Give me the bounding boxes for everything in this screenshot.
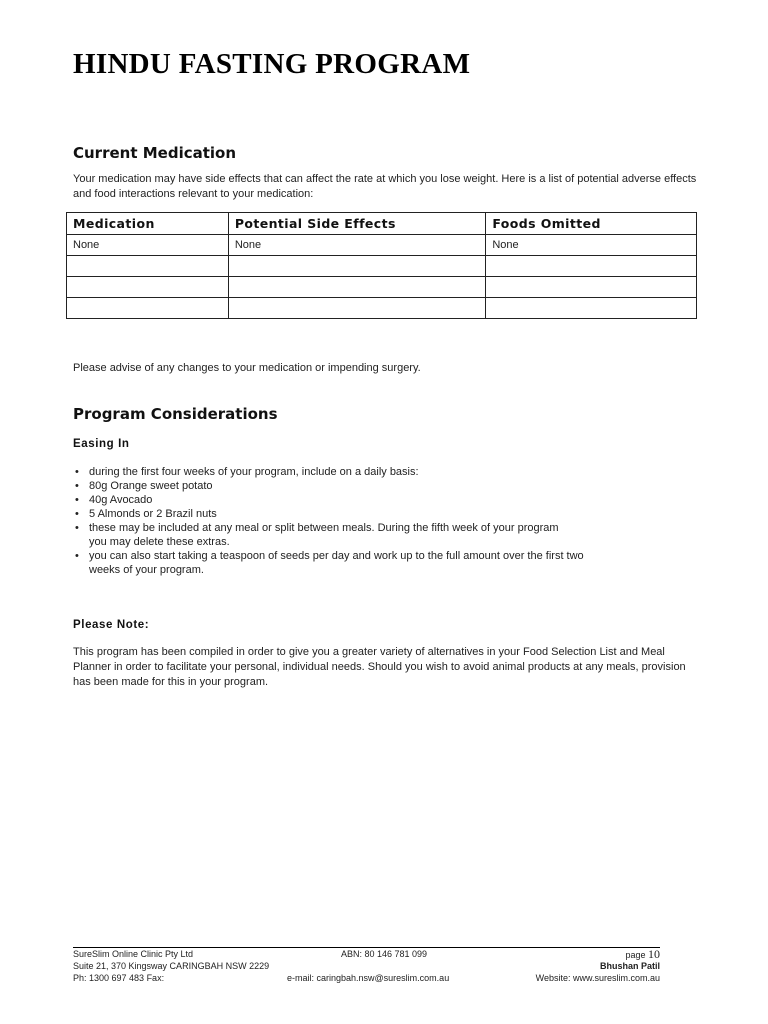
table-cell (67, 256, 229, 277)
col-header-foods-omitted: Foods Omitted (486, 213, 697, 235)
footer-abn: ABN: 80 146 781 099 (341, 949, 428, 959)
page-number: 10 (648, 947, 660, 961)
footer-email: e-mail: caringbah.nsw@sureslim.com.au (287, 973, 450, 983)
list-item: • during the first four weeks of your program, include on a daily basis: (73, 465, 593, 479)
table-cell (228, 277, 486, 298)
table-row (67, 235, 697, 256)
table-cell (228, 298, 486, 319)
footer-consultant: Bhushan Patil (599, 961, 660, 971)
table-cell: None (486, 235, 697, 256)
col-header-side-effects: Potential Side Effects (228, 213, 486, 235)
easing-in-list (73, 465, 593, 577)
current-medication-heading: Current Medication (73, 144, 237, 162)
table-cell (67, 277, 229, 298)
table-cell (228, 256, 486, 277)
footer-website: Website: www.sureslim.com.au (535, 973, 660, 983)
footer-address: Suite 21, 370 Kingsway CARINGBAH NSW 2229 (73, 961, 270, 971)
table-cell (67, 298, 229, 319)
table-header-row (67, 213, 697, 235)
please-note-text: This program has been compiled in order to give you a greater variety of alternatives in your Food Selection List and Meal Planner in order to facilitate your personal, individual needs. Should you wish to avoid animal products at any meals, provision has been made for this in your program. (73, 646, 686, 688)
col-header-medication: Medication (67, 213, 229, 235)
page-label: page (625, 950, 646, 960)
table-cell: None (67, 235, 229, 256)
footer-phone-fax: Ph: 1300 697 483 Fax: (73, 973, 165, 983)
list-item: • 80g Orange sweet potato (73, 479, 593, 493)
table-cell (486, 298, 697, 319)
page-footer (73, 947, 660, 984)
easing-in-heading: Easing In (73, 438, 130, 450)
footer-company: SureSlim Online Clinic Pty Ltd (73, 949, 194, 959)
table-cell (486, 256, 697, 277)
table-row (67, 298, 697, 319)
medication-table (66, 212, 697, 319)
list-item: • these may be included at any meal or split between meals. During the fifth week of your program you may delete these extras. (73, 521, 579, 549)
medication-intro: Your medication may have side effects that can affect the rate at which you lose weight. Here is a list of potential adverse effects and food interactions relevant to your medication: (73, 173, 697, 200)
advise-text: Please advise of any changes to your medication or impending surgery. (73, 362, 421, 374)
page-title: HINDU FASTING PROGRAM (73, 48, 471, 80)
list-item: • 40g Avocado (73, 493, 593, 507)
table-row (67, 256, 697, 277)
program-considerations-heading: Program Considerations (73, 405, 278, 423)
table-cell: None (228, 235, 486, 256)
table-cell (486, 277, 697, 298)
please-note-heading: Please Note: (73, 619, 150, 631)
list-item: • you can also start taking a teaspoon of seeds per day and work up to the full amount over the first two weeks of your program. (73, 549, 589, 577)
table-row (67, 277, 697, 298)
list-item: • 5 Almonds or 2 Brazil nuts (73, 507, 593, 521)
